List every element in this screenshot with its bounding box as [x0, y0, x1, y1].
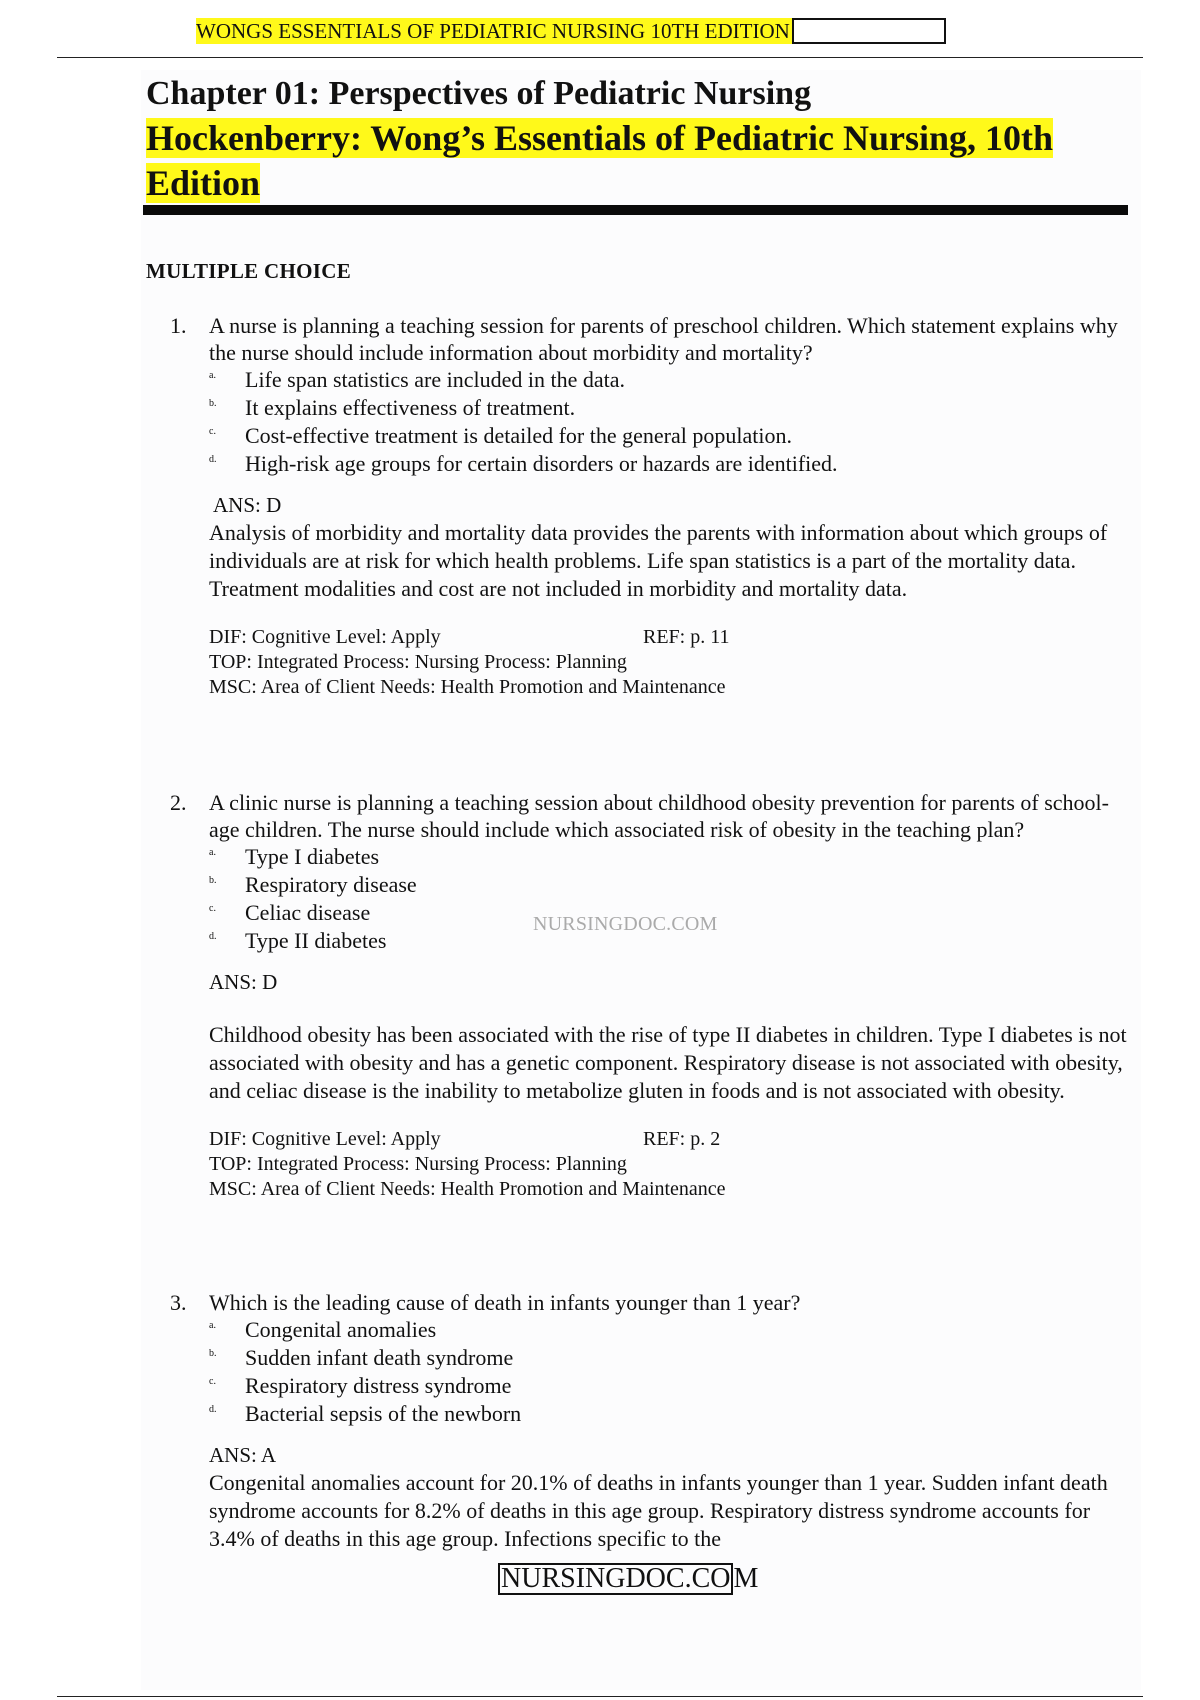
- rationale: Congenital anomalies account for 20.1% of deaths in infants younger than 1 year. Sudden infant death syndrome accounts for 8.2% of deaths in this age group. Respiratory distress syndrome accounts for 3.4% of deaths in this age group. Infections specific to the: [209, 1470, 1108, 1551]
- book-title: [146, 116, 1106, 206]
- footer-mark: [498, 1563, 758, 1595]
- rationale: Childhood obesity has been associated with the rise of type II diabetes in children. Type I diabetes is not associated with obesity and has a genetic component. Respiratory disease is not associated with obesity, and celiac disease is the inability to metabolize gluten in foods and is not associated with obesity.: [209, 1022, 1127, 1103]
- meta-dif-row: [209, 1127, 1130, 1152]
- running-header-box: [792, 18, 946, 44]
- option-letter: d.: [209, 454, 217, 465]
- option-letter: b.: [209, 1348, 217, 1359]
- option-text: Celiac disease: [245, 900, 371, 925]
- option-text: Sudden infant death syndrome: [245, 1345, 514, 1370]
- option-letter: b.: [209, 875, 217, 886]
- footer-rule: [57, 1696, 1143, 1697]
- option-letter: d.: [209, 1404, 217, 1415]
- chapter-title: Chapter 01: Perspectives of Pediatric Nursing: [146, 75, 812, 112]
- section-label: MULTIPLE CHOICE: [146, 259, 352, 283]
- question-stem: A nurse is planning a teaching session for parents of preschool children. Which statement explains why the nurse should include information about morbidity and mortality?: [209, 313, 1118, 365]
- book-title-text: Hockenberry: Wong’s Essentials of Pediatric Nursing, 10th Edition: [146, 118, 1053, 203]
- option-a: [209, 843, 1130, 871]
- option-a: [209, 366, 1130, 394]
- rationale: Analysis of morbidity and mortality data provides the parents with information about which groups of individuals are at risk for which health problems. Life span statistics is a part of the mortality data. Treatment modalities and cost are not included in morbidity and mortality data.: [209, 520, 1108, 601]
- question-meta: [170, 1127, 1130, 1202]
- option-text: It explains effectiveness of treatment.: [245, 395, 576, 420]
- option-b: [209, 394, 1130, 422]
- question-number: 2.: [170, 790, 187, 815]
- option-text: Type I diabetes: [245, 844, 380, 869]
- answer-key: ANS: D: [213, 493, 282, 517]
- title-rule: [143, 205, 1128, 215]
- option-b: [209, 871, 1130, 899]
- footer-mark-boxed: NURSINGDOC.CO: [498, 1563, 733, 1595]
- option-text: Congenital anomalies: [245, 1317, 437, 1342]
- option-text: High-risk age groups for certain disorders or hazards are identified.: [245, 451, 838, 476]
- option-c: [209, 1372, 1130, 1400]
- option-letter: d.: [209, 931, 217, 942]
- meta-msc: MSC: Area of Client Needs: Health Promotion and Maintenance: [209, 676, 726, 698]
- question-3: [170, 1289, 1130, 1553]
- running-header-text: WONGS ESSENTIALS OF PEDIATRIC NURSING 10TH EDITION: [196, 19, 790, 43]
- option-text: Life span statistics are included in the data.: [245, 367, 625, 392]
- option-b: [209, 1344, 1130, 1372]
- answer-key: ANS: D: [209, 970, 278, 994]
- meta-ref: REF: p. 11: [643, 626, 730, 648]
- option-c: [209, 422, 1130, 450]
- meta-top: TOP: Integrated Process: Nursing Process: Planning: [209, 1153, 627, 1175]
- option-text: Cost-effective treatment is detailed for the general population.: [245, 423, 792, 448]
- question-meta: [170, 625, 1130, 700]
- question-number: 3.: [170, 1290, 187, 1315]
- running-header: [196, 18, 946, 44]
- option-letter: a.: [209, 370, 216, 381]
- meta-dif: DIF: Cognitive Level: Apply: [209, 626, 441, 648]
- question-number: 1.: [170, 313, 187, 338]
- question-stem: A clinic nurse is planning a teaching session about childhood obesity prevention for parents of school-age children. The nurse should include which associated risk of obesity in the teaching plan?: [209, 790, 1109, 842]
- watermark: NURSINGDOC.COM: [533, 913, 718, 935]
- meta-msc: MSC: Area of Client Needs: Health Promotion and Maintenance: [209, 1178, 726, 1200]
- option-letter: a.: [209, 1320, 216, 1331]
- footer-mark-tail: M: [733, 1563, 759, 1594]
- option-letter: a.: [209, 847, 216, 858]
- header-rule: [57, 57, 1143, 58]
- option-d: [209, 450, 1130, 478]
- option-text: Type II diabetes: [245, 928, 387, 953]
- option-letter: b.: [209, 398, 217, 409]
- option-text: Bacterial sepsis of the newborn: [245, 1401, 522, 1426]
- answer-key: ANS: A: [209, 1443, 277, 1467]
- meta-dif: DIF: Cognitive Level: Apply: [209, 1128, 441, 1150]
- question-1: [170, 312, 1130, 700]
- option-letter: c.: [209, 1376, 216, 1387]
- question-stem: Which is the leading cause of death in infants younger than 1 year?: [209, 1290, 801, 1315]
- question-2: [170, 789, 1130, 1202]
- option-d: [209, 1400, 1130, 1428]
- meta-top: TOP: Integrated Process: Nursing Process: Planning: [209, 651, 627, 673]
- option-letter: c.: [209, 426, 216, 437]
- option-a: [209, 1316, 1130, 1344]
- option-letter: c.: [209, 903, 216, 914]
- meta-ref: REF: p. 2: [643, 1128, 721, 1150]
- option-text: Respiratory distress syndrome: [245, 1373, 512, 1398]
- meta-dif-row: [209, 625, 1130, 650]
- option-text: Respiratory disease: [245, 872, 417, 897]
